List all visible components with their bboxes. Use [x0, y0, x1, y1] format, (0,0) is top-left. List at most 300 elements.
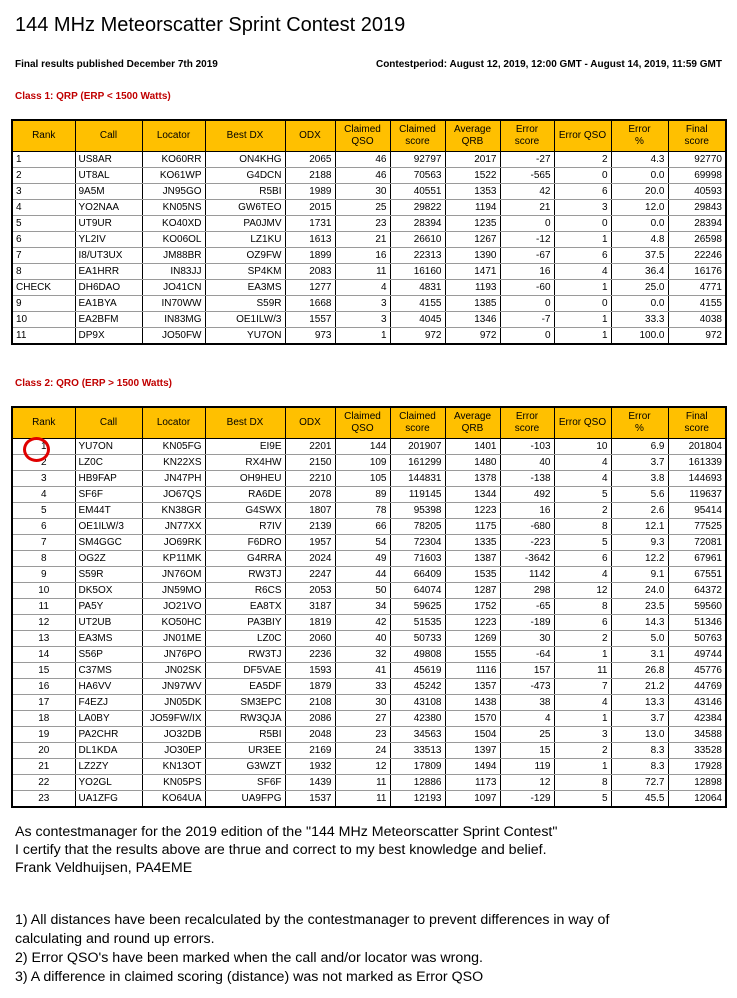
cell-error-score: 16 [500, 264, 554, 280]
cell-best-dx: G4DCN [205, 168, 285, 184]
cell-best-dx: DF5VAE [205, 663, 285, 679]
cell-claimed-qso: 89 [335, 487, 390, 503]
cell-rank: 8 [12, 264, 75, 280]
cell-rank: 21 [12, 759, 75, 775]
cell-error-score: 0 [500, 328, 554, 345]
cell-odx: 1439 [285, 775, 335, 791]
cell-call: EA2BFM [75, 312, 142, 328]
column-header-text: score [684, 136, 709, 147]
cell-odx: 1879 [285, 679, 335, 695]
cell-call: EM44T [75, 503, 142, 519]
cell-locator: KN22XS [142, 455, 205, 471]
cell-error-score: -67 [500, 248, 554, 264]
cell-odx: 1819 [285, 615, 335, 631]
column-header-text: Average [453, 124, 492, 135]
cell-error-pct: 3.7 [611, 455, 668, 471]
cell-claimed-qso: 33 [335, 679, 390, 695]
cell-odx: 2150 [285, 455, 335, 471]
cell-error-qso: 4 [554, 695, 611, 711]
cell-average-qrb: 1267 [445, 232, 500, 248]
cell-best-dx: LZ1KU [205, 232, 285, 248]
cell-final-score: 44769 [668, 679, 726, 695]
cell-claimed-qso: 42 [335, 615, 390, 631]
column-header-average-qrb [445, 120, 500, 152]
cell-error-qso: 7 [554, 679, 611, 695]
cell-final-score: 12898 [668, 775, 726, 791]
cell-error-score: 42 [500, 184, 554, 200]
cell-best-dx: ON4KHG [205, 152, 285, 168]
cell-claimed-qso: 30 [335, 184, 390, 200]
cell-error-qso: 1 [554, 280, 611, 296]
cell-odx: 1668 [285, 296, 335, 312]
cell-error-score: 38 [500, 695, 554, 711]
cell-error-qso: 1 [554, 711, 611, 727]
cell-call: YL2IV [75, 232, 142, 248]
cell-claimed-qso: 23 [335, 727, 390, 743]
cell-error-score: -65 [500, 599, 554, 615]
cell-odx: 1899 [285, 248, 335, 264]
cell-claimed-score: 70563 [390, 168, 445, 184]
table-row [12, 695, 726, 711]
cell-error-qso: 8 [554, 599, 611, 615]
cell-error-qso: 6 [554, 248, 611, 264]
cell-best-dx: OE1ILW/3 [205, 312, 285, 328]
cell-error-pct: 4.3 [611, 152, 668, 168]
cell-claimed-qso: 25 [335, 200, 390, 216]
cell-error-pct: 24.0 [611, 583, 668, 599]
cell-error-qso: 6 [554, 184, 611, 200]
cell-call: OE1ILW/3 [75, 519, 142, 535]
cell-call: UT2UB [75, 615, 142, 631]
cell-claimed-score: 64074 [390, 583, 445, 599]
column-header-text: score [514, 136, 540, 147]
column-header-error-qso [554, 407, 611, 439]
cell-odx: 2086 [285, 711, 335, 727]
cell-error-pct: 12.1 [611, 519, 668, 535]
cell-final-score: 69998 [668, 168, 726, 184]
cell-final-score: 49744 [668, 647, 726, 663]
cell-call: F4EZJ [75, 695, 142, 711]
cell-call: EA3MS [75, 631, 142, 647]
cell-claimed-score: 78205 [390, 519, 445, 535]
cell-best-dx: G4SWX [205, 503, 285, 519]
cell-call: DP9X [75, 328, 142, 345]
cell-rank: 15 [12, 663, 75, 679]
column-header-rank [12, 407, 75, 439]
cell-error-qso: 2 [554, 743, 611, 759]
column-header-claimed-score [390, 120, 445, 152]
cell-average-qrb: 1570 [445, 711, 500, 727]
cell-locator: JN97WV [142, 679, 205, 695]
cell-claimed-qso: 24 [335, 743, 390, 759]
cell-locator: KN13OT [142, 759, 205, 775]
cell-claimed-qso: 16 [335, 248, 390, 264]
cell-average-qrb: 1194 [445, 200, 500, 216]
cell-claimed-qso: 46 [335, 168, 390, 184]
cell-error-pct: 14.3 [611, 615, 668, 631]
cell-average-qrb: 1193 [445, 280, 500, 296]
table-row [12, 487, 726, 503]
cell-final-score: 4155 [668, 296, 726, 312]
cell-odx: 1537 [285, 791, 335, 808]
class1-title: Class 1: QRP (ERP < 1500 Watts) [15, 91, 171, 102]
cell-best-dx: EA8TX [205, 599, 285, 615]
column-header-text: Rank [32, 417, 56, 428]
cell-odx: 2169 [285, 743, 335, 759]
cell-call: PA5Y [75, 599, 142, 615]
cell-rank: 10 [12, 583, 75, 599]
cell-claimed-qso: 23 [335, 216, 390, 232]
cell-average-qrb: 1269 [445, 631, 500, 647]
cell-locator: JO32DB [142, 727, 205, 743]
cell-error-qso: 0 [554, 296, 611, 312]
column-header-text: Call [99, 417, 118, 428]
column-header-odx [285, 120, 335, 152]
column-header-error-score [500, 407, 554, 439]
column-header-locator [142, 407, 205, 439]
cell-error-pct: 3.7 [611, 711, 668, 727]
cell-call: DH6DAO [75, 280, 142, 296]
cell-rank: 1 [12, 439, 75, 455]
cell-error-qso: 1 [554, 328, 611, 345]
cell-rank: 6 [12, 232, 75, 248]
cell-final-score: 972 [668, 328, 726, 345]
table-row [12, 663, 726, 679]
cell-claimed-score: 12886 [390, 775, 445, 791]
table-row [12, 168, 726, 184]
table-row [12, 328, 726, 345]
cell-call: S56P [75, 647, 142, 663]
cell-error-score: -103 [500, 439, 554, 455]
cell-claimed-qso: 41 [335, 663, 390, 679]
cell-rank: 2 [12, 168, 75, 184]
table-row [12, 631, 726, 647]
statement-line: I certify that the results above are thrue and correct to my best knowledge and belief. [15, 842, 547, 858]
table-row [12, 296, 726, 312]
cell-claimed-score: 144831 [390, 471, 445, 487]
column-header-final-score [668, 120, 726, 152]
cell-error-qso: 11 [554, 663, 611, 679]
cell-average-qrb: 2017 [445, 152, 500, 168]
cell-best-dx: S59R [205, 296, 285, 312]
cell-error-qso: 2 [554, 503, 611, 519]
cell-locator: JN95GO [142, 184, 205, 200]
cell-best-dx: R6CS [205, 583, 285, 599]
cell-average-qrb: 1555 [445, 647, 500, 663]
cell-rank: 19 [12, 727, 75, 743]
cell-error-qso: 4 [554, 471, 611, 487]
table-row [12, 503, 726, 519]
footnote: 2) Error QSO's have been marked when the call and/or locator was wrong. [15, 950, 483, 966]
table-row [12, 455, 726, 471]
cell-average-qrb: 1175 [445, 519, 500, 535]
cell-claimed-score: 40551 [390, 184, 445, 200]
cell-call: YU7ON [75, 439, 142, 455]
cell-average-qrb: 1438 [445, 695, 500, 711]
cell-final-score: 4038 [668, 312, 726, 328]
cell-claimed-score: 17809 [390, 759, 445, 775]
cell-final-score: 34588 [668, 727, 726, 743]
cell-error-pct: 21.2 [611, 679, 668, 695]
cell-odx: 2201 [285, 439, 335, 455]
column-header-call [75, 407, 142, 439]
cell-locator: JN76OM [142, 567, 205, 583]
cell-average-qrb: 1116 [445, 663, 500, 679]
cell-error-score: 30 [500, 631, 554, 647]
cell-locator: IN83JJ [142, 264, 205, 280]
cell-average-qrb: 1494 [445, 759, 500, 775]
cell-final-score: 161339 [668, 455, 726, 471]
cell-error-qso: 1 [554, 232, 611, 248]
cell-rank: 5 [12, 216, 75, 232]
cell-error-score: 12 [500, 775, 554, 791]
cell-claimed-qso: 40 [335, 631, 390, 647]
cell-error-pct: 13.3 [611, 695, 668, 711]
column-header-locator [142, 120, 205, 152]
column-header-text: Locator [156, 417, 191, 428]
cell-error-score: -64 [500, 647, 554, 663]
column-header-call [75, 120, 142, 152]
cell-rank: 17 [12, 695, 75, 711]
column-header-text: Locator [156, 130, 191, 141]
column-header-claimed-qso [335, 120, 390, 152]
cell-locator: JO41CN [142, 280, 205, 296]
cell-locator: KO64UA [142, 791, 205, 808]
cell-final-score: 95414 [668, 503, 726, 519]
table-row [12, 791, 726, 808]
column-header-text: % [635, 136, 644, 147]
cell-locator: KO50HC [142, 615, 205, 631]
cell-claimed-qso: 11 [335, 264, 390, 280]
cell-average-qrb: 1097 [445, 791, 500, 808]
cell-rank: 5 [12, 503, 75, 519]
cell-best-dx: EA3MS [205, 280, 285, 296]
cell-error-score: -7 [500, 312, 554, 328]
column-header-rank [12, 120, 75, 152]
column-header-final-score [668, 407, 726, 439]
cell-claimed-score: 50733 [390, 631, 445, 647]
cell-locator: JO30EP [142, 743, 205, 759]
table-row [12, 775, 726, 791]
cell-odx: 2053 [285, 583, 335, 599]
cell-error-qso: 5 [554, 487, 611, 503]
cell-claimed-score: 29822 [390, 200, 445, 216]
column-header-text: Error [515, 124, 539, 135]
cell-call: HA6VV [75, 679, 142, 695]
cell-error-pct: 5.0 [611, 631, 668, 647]
cell-rank: 9 [12, 567, 75, 583]
column-header-text: ODX [299, 417, 321, 428]
cell-average-qrb: 972 [445, 328, 500, 345]
cell-best-dx: SM3EPC [205, 695, 285, 711]
cell-error-score: 1142 [500, 567, 554, 583]
cell-error-pct: 12.0 [611, 200, 668, 216]
cell-claimed-score: 972 [390, 328, 445, 345]
published-date: Final results published December 7th 2019 [15, 59, 218, 70]
cell-final-score: 29843 [668, 200, 726, 216]
cell-final-score: 201804 [668, 439, 726, 455]
footnote: 1) All distances have been recalculated by the contestmanager to prevent differences in way of [15, 912, 610, 928]
cell-average-qrb: 1235 [445, 216, 500, 232]
column-header-text: score [405, 136, 430, 147]
cell-call: UT8AL [75, 168, 142, 184]
cell-average-qrb: 1471 [445, 264, 500, 280]
cell-final-score: 59560 [668, 599, 726, 615]
cell-error-score: -223 [500, 535, 554, 551]
cell-average-qrb: 1353 [445, 184, 500, 200]
cell-call: 9A5M [75, 184, 142, 200]
column-header-text: Average [453, 411, 492, 422]
column-header-text: Claimed [399, 124, 436, 135]
cell-call: LA0BY [75, 711, 142, 727]
cell-claimed-score: 33513 [390, 743, 445, 759]
cell-odx: 2078 [285, 487, 335, 503]
cell-final-score: 50763 [668, 631, 726, 647]
cell-average-qrb: 1390 [445, 248, 500, 264]
cell-average-qrb: 1387 [445, 551, 500, 567]
column-header-text: Final [685, 411, 708, 422]
cell-error-pct: 72.7 [611, 775, 668, 791]
cell-claimed-score: 45242 [390, 679, 445, 695]
cell-claimed-score: 43108 [390, 695, 445, 711]
cell-error-score: -138 [500, 471, 554, 487]
cell-locator: KP11MK [142, 551, 205, 567]
cell-average-qrb: 1752 [445, 599, 500, 615]
cell-claimed-qso: 78 [335, 503, 390, 519]
cell-locator: KN38GR [142, 503, 205, 519]
cell-locator: JN02SK [142, 663, 205, 679]
cell-locator: JN77XX [142, 519, 205, 535]
cell-rank: 3 [12, 184, 75, 200]
cell-best-dx: G4RRA [205, 551, 285, 567]
cell-best-dx: PA3BIY [205, 615, 285, 631]
cell-best-dx: UR3EE [205, 743, 285, 759]
cell-best-dx: RW3QJA [205, 711, 285, 727]
cell-best-dx: RW3TJ [205, 647, 285, 663]
cell-rank: CHECK [12, 280, 75, 296]
cell-odx: 2024 [285, 551, 335, 567]
cell-rank: 8 [12, 551, 75, 567]
class2-results-table [11, 406, 727, 808]
cell-error-qso: 0 [554, 216, 611, 232]
cell-error-qso: 2 [554, 152, 611, 168]
cell-best-dx: R7IV [205, 519, 285, 535]
footnote: calculating and round up errors. [15, 931, 215, 947]
cell-rank: 10 [12, 312, 75, 328]
cell-error-pct: 5.6 [611, 487, 668, 503]
cell-average-qrb: 1401 [445, 439, 500, 455]
cell-rank: 13 [12, 631, 75, 647]
cell-claimed-score: 28394 [390, 216, 445, 232]
cell-odx: 1557 [285, 312, 335, 328]
cell-final-score: 77525 [668, 519, 726, 535]
cell-claimed-score: 4155 [390, 296, 445, 312]
cell-claimed-qso: 30 [335, 695, 390, 711]
cell-error-qso: 8 [554, 775, 611, 791]
cell-error-pct: 12.2 [611, 551, 668, 567]
cell-claimed-score: 71603 [390, 551, 445, 567]
cell-locator: KN05FG [142, 439, 205, 455]
column-header-text: score [514, 423, 540, 434]
cell-call: DK5OX [75, 583, 142, 599]
cell-average-qrb: 1504 [445, 727, 500, 743]
cell-locator: KO60RR [142, 152, 205, 168]
table-row [12, 727, 726, 743]
column-header-average-qrb [445, 407, 500, 439]
cell-error-score: 0 [500, 216, 554, 232]
cell-call: YO2NAA [75, 200, 142, 216]
cell-odx: 1957 [285, 535, 335, 551]
cell-call: PA2CHR [75, 727, 142, 743]
table-row [12, 647, 726, 663]
column-header-best-dx [205, 120, 285, 152]
cell-error-score: -473 [500, 679, 554, 695]
cell-average-qrb: 1344 [445, 487, 500, 503]
cell-rank: 2 [12, 455, 75, 471]
cell-claimed-score: 4045 [390, 312, 445, 328]
cell-error-pct: 8.3 [611, 743, 668, 759]
table-row [12, 312, 726, 328]
cell-odx: 1613 [285, 232, 335, 248]
column-header-text: Error [515, 411, 539, 422]
table-row [12, 743, 726, 759]
cell-error-score: 4 [500, 711, 554, 727]
column-header-text: QSO [351, 423, 374, 434]
cell-error-score: -565 [500, 168, 554, 184]
cell-error-score: -189 [500, 615, 554, 631]
cell-best-dx: R5BI [205, 727, 285, 743]
cell-odx: 2108 [285, 695, 335, 711]
cell-error-score: 298 [500, 583, 554, 599]
cell-locator: JN76PO [142, 647, 205, 663]
cell-call: EA1HRR [75, 264, 142, 280]
cell-rank: 7 [12, 535, 75, 551]
cell-error-score: -27 [500, 152, 554, 168]
cell-error-pct: 9.1 [611, 567, 668, 583]
cell-locator: IN83MG [142, 312, 205, 328]
table-row [12, 439, 726, 455]
cell-error-qso: 3 [554, 200, 611, 216]
table-row [12, 200, 726, 216]
cell-call: US8AR [75, 152, 142, 168]
cell-call: UT9UR [75, 216, 142, 232]
cell-locator: KO61WP [142, 168, 205, 184]
cell-error-pct: 23.5 [611, 599, 668, 615]
column-header-text: Error QSO [558, 417, 607, 428]
cell-claimed-score: 92797 [390, 152, 445, 168]
cell-error-pct: 8.3 [611, 759, 668, 775]
cell-error-qso: 10 [554, 439, 611, 455]
table-row [12, 535, 726, 551]
cell-claimed-score: 95398 [390, 503, 445, 519]
table-row [12, 711, 726, 727]
cell-average-qrb: 1397 [445, 743, 500, 759]
cell-rank: 22 [12, 775, 75, 791]
cell-best-dx: F6DRO [205, 535, 285, 551]
cell-error-qso: 2 [554, 631, 611, 647]
footnote: 3) A difference in claimed scoring (distance) was not marked as Error QSO [15, 969, 484, 985]
cell-rank: 11 [12, 599, 75, 615]
column-header-text: Claimed [399, 411, 436, 422]
cell-best-dx: OZ9FW [205, 248, 285, 264]
table-row [12, 264, 726, 280]
cell-final-score: 40593 [668, 184, 726, 200]
cell-call: HB9FAP [75, 471, 142, 487]
cell-claimed-score: 161299 [390, 455, 445, 471]
column-header-text: QSO [351, 136, 374, 147]
cell-final-score: 67551 [668, 567, 726, 583]
cell-rank: 12 [12, 615, 75, 631]
